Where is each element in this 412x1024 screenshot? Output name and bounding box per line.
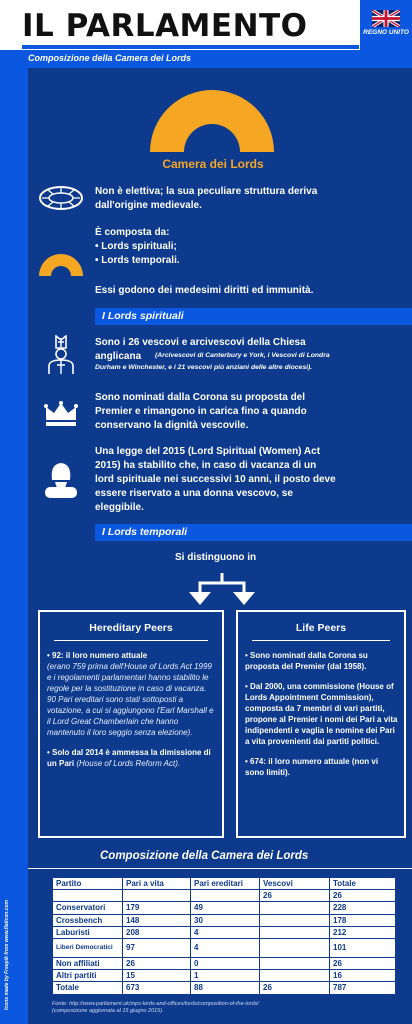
table-cell: Crossbench (53, 914, 123, 926)
life-point1: • Sono nominati dalla Corona su proposta del Premier (dal 1958). (245, 651, 368, 671)
hereditary-divider (54, 640, 208, 641)
appoint-line2: Premier e rimangono in carica fino a quando (95, 406, 307, 417)
amphitheater-icon (38, 185, 84, 211)
source-date: (composizione aggiornata al 15 giugno 2015). (52, 1008, 164, 1014)
composed-heading: È composta da: (95, 227, 170, 238)
composed-item-temporal: • Lords temporali. (95, 255, 180, 266)
header (0, 0, 412, 50)
table-cell: 97 (123, 938, 191, 957)
table-cell: 4 (191, 926, 260, 938)
column-header: Partito (53, 878, 123, 890)
table-cell: 179 (123, 902, 191, 914)
table-cell (260, 914, 330, 926)
hereditary-point1 (47, 650, 216, 738)
hereditary-point1-note: (erano 759 prima dell'House of Lords Act 1999 e i regolamenti parlamentari hanno stabilito le regole per la sostituzione in caso di vacanza. 90 Pari ereditari sono stati sottoposti a votazione, a cui si aggiungono l'Earl Marshall e il Lord Great Chamberlain che hanno mantenuto il loro seggio senza elezione). (47, 662, 214, 737)
table-cell (260, 957, 330, 969)
law-line4: essere riservato a una donna vescovo, se (95, 488, 293, 499)
table-cell: 212 (330, 926, 396, 938)
table-title: Composizione della Camera dei Lords (100, 850, 309, 862)
table-cell: Non affiliati (53, 957, 123, 969)
law-line1: Una legge del 2015 (Lord Spiritual (Women) Act (95, 446, 321, 457)
country-label: REGNO UNITO (363, 29, 409, 36)
table-header-row (53, 878, 396, 890)
table-cell (123, 890, 191, 902)
table-cell: 148 (123, 914, 191, 926)
table-row (53, 938, 396, 957)
spiritual-note-line1: (Arcivescovi di Canterbury e York, i Vescovi di Londra (155, 352, 330, 359)
table-cell: 228 (330, 902, 396, 914)
country-badge (360, 0, 412, 50)
table-cell: 787 (330, 982, 396, 994)
table-cell: 1 (191, 970, 260, 982)
table-cell: 26 (260, 890, 330, 902)
table-row (53, 970, 396, 982)
table-cell: 16 (330, 970, 396, 982)
split-arrows-icon (170, 567, 274, 607)
table-cell (191, 890, 260, 902)
spiritual-line1: Sono i 26 vescovi e arcivescovi della Chiesa (95, 337, 306, 348)
page-subtitle: Composizione della Camera dei Lords (28, 53, 192, 63)
composition-table (52, 877, 396, 995)
house-of-lords-arch-icon (150, 86, 274, 152)
table-cell: 88 (191, 982, 260, 994)
life-title: Life Peers (295, 622, 347, 634)
small-arch-icon (39, 253, 83, 276)
table-cell: 49 (191, 902, 260, 914)
column-header: Pari a vita (123, 878, 191, 890)
table-cell (260, 902, 330, 914)
table-cell: 26 (260, 982, 330, 994)
hereditary-point2-note: (House of Lords Reform Act). (76, 759, 181, 768)
source-url: Fonte: http://www.parliament.uk/mps-lords-and-offices/lords/composition-of-the-lords/ (52, 1001, 259, 1007)
table-source (52, 1001, 259, 1015)
table-cell: Laburisti (53, 926, 123, 938)
table-row (53, 957, 396, 969)
table-cell: 101 (330, 938, 396, 957)
table-row (53, 902, 396, 914)
table-cell (260, 970, 330, 982)
column-header: Totale (330, 878, 396, 890)
table-cell: 30 (191, 914, 260, 926)
crown-icon (44, 401, 78, 427)
table-cell: 178 (330, 914, 396, 926)
column-header: Vescovi (260, 878, 330, 890)
hereditary-point2-bold: • Solo dal 2014 è ammessa la dimissione di un Pari (47, 748, 211, 768)
table-row (53, 926, 396, 938)
column-header: Pari ereditari (191, 878, 260, 890)
table-cell: Altri partiti (53, 970, 123, 982)
table-cell (53, 890, 123, 902)
table-cell: 673 (123, 982, 191, 994)
table-cell (260, 926, 330, 938)
table-cell: 4 (191, 938, 260, 957)
woman-icon (45, 460, 77, 498)
chamber-label: Camera dei Lords (162, 157, 264, 171)
table-cell: 0 (191, 957, 260, 969)
hereditary-point2 (47, 747, 216, 769)
table-cell: 15 (123, 970, 191, 982)
table-row (53, 914, 396, 926)
table-cell (260, 938, 330, 957)
composed-item-spiritual: • Lords spirituali; (95, 241, 177, 252)
law-line3: lord spirituale nei successivi 10 anni, il posto deve (95, 474, 336, 485)
table-cell: 26 (330, 890, 396, 902)
table-row (53, 890, 396, 902)
life-divider (252, 640, 390, 641)
title-underline (22, 45, 359, 49)
table-row (53, 982, 396, 994)
law-line2: 2015) ha stabilito che, in caso di vacanza di un (95, 460, 317, 471)
table-divider (28, 868, 412, 869)
hereditary-title: Hereditary Peers (89, 622, 173, 634)
appoint-line3: conservano la dignità vescovile. (95, 420, 249, 431)
spiritual-line2: anglicana (95, 351, 142, 362)
intro-line1: Non è elettiva; la sua peculiare struttura deriva (95, 186, 318, 197)
table-cell: Liberi Democratici (53, 938, 123, 957)
table-cell: 208 (123, 926, 191, 938)
uk-flag-icon (372, 10, 400, 27)
page-title: IL PARLAMENTO (22, 8, 308, 44)
life-peers-card (236, 610, 406, 838)
icon-credits: Icons made by Freepik from www.flaticon.com (4, 899, 10, 1010)
table-cell: Totale (53, 982, 123, 994)
bishop-icon (47, 335, 75, 375)
appoint-line1: Sono nominati dalla Corona su proposta del (95, 392, 306, 403)
table-cell: Conservatori (53, 902, 123, 914)
life-point3: • 674: il loro numero attuale (non vi sono limiti). (245, 757, 379, 777)
hereditary-point1-bold: • 92: il loro numero attuale (47, 651, 148, 660)
table-cell: 26 (330, 957, 396, 969)
intro-line2: dall'origine medievale. (95, 200, 202, 211)
hereditary-peers-card (38, 610, 224, 838)
section-temporal-lords: I Lords temporali (95, 524, 412, 541)
law-line5: eleggibile. (95, 502, 144, 513)
table-cell: 26 (123, 957, 191, 969)
spiritual-note-line2: Durham e Winchester, e i 21 vescovi più anziani delle altre diocesi). (95, 364, 313, 371)
distinguish-label: Si distinguono in (175, 552, 257, 563)
life-point2: • Dal 2000, una commissione (House of Lords Appointment Commission), composta da 7 membri di vari partiti, propone al Premier i nomi dei Pari a vita indipendenti e vaglia le nomine dei Pari a vita provenienti dai partiti politici. (245, 682, 398, 746)
rights-text: Essi godono dei medesimi diritti ed immunità. (95, 285, 314, 296)
section-spiritual-lords: I Lords spirituali (95, 308, 412, 325)
